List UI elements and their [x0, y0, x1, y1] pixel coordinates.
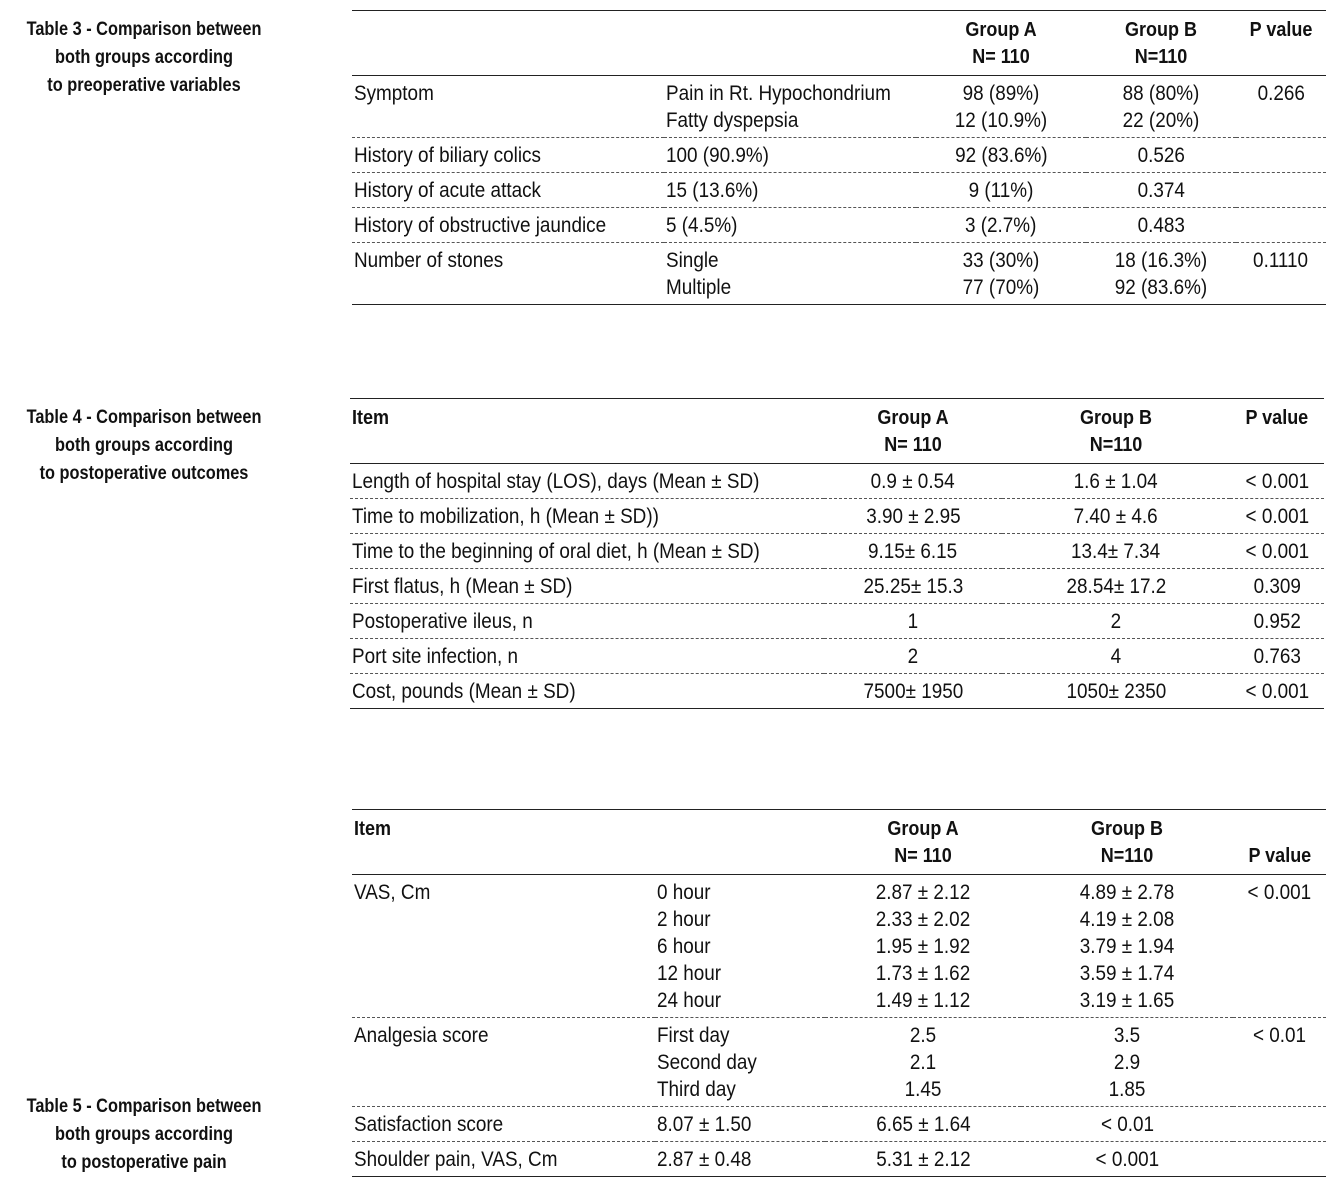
table4 — [350, 398, 1324, 709]
row-sub: 5 (4.5%) — [666, 214, 738, 237]
table4-header-group-a: Group A N= 110 — [877, 407, 949, 456]
row-group-a: 2.87 ± 2.12 2.33 ± 2.02 1.95 ± 1.92 1.73 ± 1.62 1.49 ± 1.12 — [875, 881, 971, 1012]
table-row — [350, 534, 1324, 569]
table5-header-sub — [655, 810, 825, 875]
row-group-a: 2 — [907, 645, 919, 668]
table-row — [350, 464, 1324, 499]
row-group-a: 3 (2.7%) — [965, 214, 1037, 237]
row-group-a: 2.5 2.1 1.45 — [904, 1024, 942, 1101]
row-p-value: 0.952 — [1253, 610, 1301, 633]
row-p-value: < 0.001 — [1245, 540, 1309, 563]
row-group-b: < 0.001 — [1095, 1148, 1159, 1171]
table-row — [352, 138, 1326, 173]
table3 — [352, 10, 1326, 305]
row-group-b: 13.4± 7.34 — [1071, 540, 1161, 563]
row-group-b: 2 — [1110, 610, 1122, 633]
table5-header-p-value: P value — [1248, 845, 1311, 867]
row-group-b: 1.6 ± 1.04 — [1074, 470, 1158, 493]
row-sub: 15 (13.6%) — [666, 179, 759, 202]
row-sub: 100 (90.9%) — [666, 144, 769, 167]
row-p-value: 0.266 — [1257, 82, 1305, 105]
table4-header-group-b: Group B N=110 — [1080, 407, 1152, 456]
table5-header-group-b: Group B N=110 — [1091, 818, 1163, 867]
row-group-a: 33 (30%) 77 (70%) — [962, 249, 1040, 299]
table3-caption-line: to preoperative variables — [47, 75, 241, 96]
table-row — [352, 875, 1326, 1018]
row-label: Symptom — [354, 82, 434, 105]
row-group-a: 7500± 1950 — [863, 680, 963, 703]
row-p-value: < 0.001 — [1245, 505, 1309, 528]
table-row — [352, 1107, 1326, 1142]
row-group-a: 9.15± 6.15 — [868, 540, 958, 563]
row-p-value: < 0.001 — [1247, 881, 1312, 904]
table-row — [350, 604, 1324, 639]
row-sub: Single Multiple — [666, 249, 732, 299]
row-group-a: 98 (89%) 12 (10.9%) — [954, 82, 1048, 132]
table4-header-p-value: P value — [1245, 407, 1309, 429]
row-sub: 0 hour 2 hour 6 hour 12 hour 24 hour — [657, 881, 722, 1012]
table-row — [350, 499, 1324, 534]
table3-header-group-a: Group A N= 110 — [965, 19, 1037, 68]
row-group-b: 28.54± 17.2 — [1066, 575, 1166, 598]
row-p-value — [1236, 138, 1326, 173]
table-row — [352, 1142, 1326, 1177]
row-group-b: 0.526 — [1137, 144, 1185, 167]
row-group-b: 0.483 — [1137, 214, 1185, 237]
table-row — [350, 569, 1324, 604]
table-row — [350, 639, 1324, 674]
table4-caption-line: both groups according — [55, 435, 233, 456]
row-group-a: 0.9 ± 0.54 — [871, 470, 955, 493]
row-label: Time to mobilization, h (Mean ± SD)) — [352, 505, 659, 528]
row-p-value: 0.1110 — [1253, 249, 1309, 272]
row-label: Cost, pounds (Mean ± SD) — [352, 680, 576, 703]
row-label: Postoperative ileus, n — [352, 610, 533, 633]
table3-caption-line: both groups according — [55, 47, 233, 68]
row-label: Shoulder pain, VAS, Cm — [354, 1148, 558, 1171]
table4-header-item: Item — [352, 407, 390, 429]
table4-caption-line: to postoperative outcomes — [39, 463, 249, 484]
table3-header-group-b: Group B N=110 — [1125, 19, 1197, 68]
row-p-value: 0.763 — [1253, 645, 1301, 668]
table-row — [352, 173, 1326, 208]
row-label: Satisfaction score — [354, 1113, 504, 1136]
row-label: VAS, Cm — [354, 881, 431, 904]
table5-caption — [20, 1093, 268, 1177]
row-p-value — [1233, 1142, 1326, 1177]
row-label: Number of stones — [354, 249, 504, 272]
row-p-value — [1236, 173, 1326, 208]
row-label: First flatus, h (Mean ± SD) — [352, 575, 573, 598]
row-group-b: 7.40 ± 4.6 — [1074, 505, 1158, 528]
row-p-value — [1236, 208, 1326, 243]
row-p-value: < 0.01 — [1252, 1024, 1307, 1047]
row-group-b: 4 — [1110, 645, 1122, 668]
table5-caption-line: Table 5 - Comparison between — [26, 1096, 262, 1117]
row-sub: 2.87 ± 0.48 — [657, 1148, 752, 1171]
table4-caption-line: Table 4 - Comparison between — [26, 407, 262, 428]
row-p-value — [1233, 1107, 1326, 1142]
row-group-b: 1050± 2350 — [1066, 680, 1166, 703]
table5 — [352, 809, 1326, 1177]
table5-header-row — [352, 810, 1326, 875]
row-sub: 8.07 ± 1.50 — [657, 1113, 752, 1136]
row-p-value: 0.309 — [1253, 575, 1301, 598]
row-group-b: < 0.01 — [1100, 1113, 1154, 1136]
table3-header-item — [352, 11, 664, 76]
row-group-a: 5.31 ± 2.12 — [875, 1148, 971, 1171]
row-label: Length of hospital stay (LOS), days (Mean ± SD) — [352, 470, 760, 493]
row-group-b: 4.89 ± 2.78 4.19 ± 2.08 3.79 ± 1.94 3.59 ± 1.74 3.19 ± 1.65 — [1079, 881, 1175, 1012]
table5-caption-line: both groups according — [55, 1124, 233, 1145]
row-label: History of acute attack — [354, 179, 541, 202]
row-sub: First day Second day Third day — [657, 1024, 757, 1101]
row-p-value: < 0.001 — [1245, 470, 1309, 493]
row-group-b: 18 (16.3%) 92 (83.6%) — [1114, 249, 1208, 299]
table5-header-item: Item — [354, 818, 392, 840]
row-group-b: 0.374 — [1137, 179, 1185, 202]
row-group-b: 3.5 2.9 1.85 — [1108, 1024, 1146, 1101]
row-group-a: 9 (11%) — [968, 179, 1034, 202]
table3-header-row — [352, 11, 1326, 76]
table3-caption-line: Table 3 - Comparison between — [26, 19, 262, 40]
row-label: Analgesia score — [354, 1024, 489, 1047]
table4-header-row — [350, 399, 1324, 464]
table-row — [352, 1018, 1326, 1107]
table-row — [352, 243, 1326, 305]
row-sub: Pain in Rt. Hypochondrium Fatty dyspepsia — [666, 82, 891, 132]
row-label: History of biliary colics — [354, 144, 541, 167]
table5-caption-line: to postoperative pain — [61, 1152, 227, 1173]
row-group-b: 88 (80%) 22 (20%) — [1122, 82, 1200, 132]
row-p-value: < 0.001 — [1245, 680, 1309, 703]
table3-header-p-value: P value — [1249, 19, 1313, 41]
row-group-a: 1 — [907, 610, 919, 633]
row-group-a: 25.25± 15.3 — [863, 575, 963, 598]
table-row — [352, 208, 1326, 243]
row-group-a: 6.65 ± 1.64 — [875, 1113, 971, 1136]
row-label: Time to the beginning of oral diet, h (Mean ± SD) — [352, 540, 760, 563]
row-label: History of obstructive jaundice — [354, 214, 607, 237]
row-group-a: 3.90 ± 2.95 — [865, 505, 961, 528]
table5-header-group-a: Group A N= 110 — [887, 818, 959, 867]
table-row — [350, 674, 1324, 709]
table-row — [352, 76, 1326, 138]
table3-header-sub — [664, 11, 916, 76]
row-group-a: 92 (83.6%) — [954, 144, 1048, 167]
table3-caption — [20, 16, 268, 100]
row-label: Port site infection, n — [352, 645, 518, 668]
table4-caption — [20, 404, 268, 488]
